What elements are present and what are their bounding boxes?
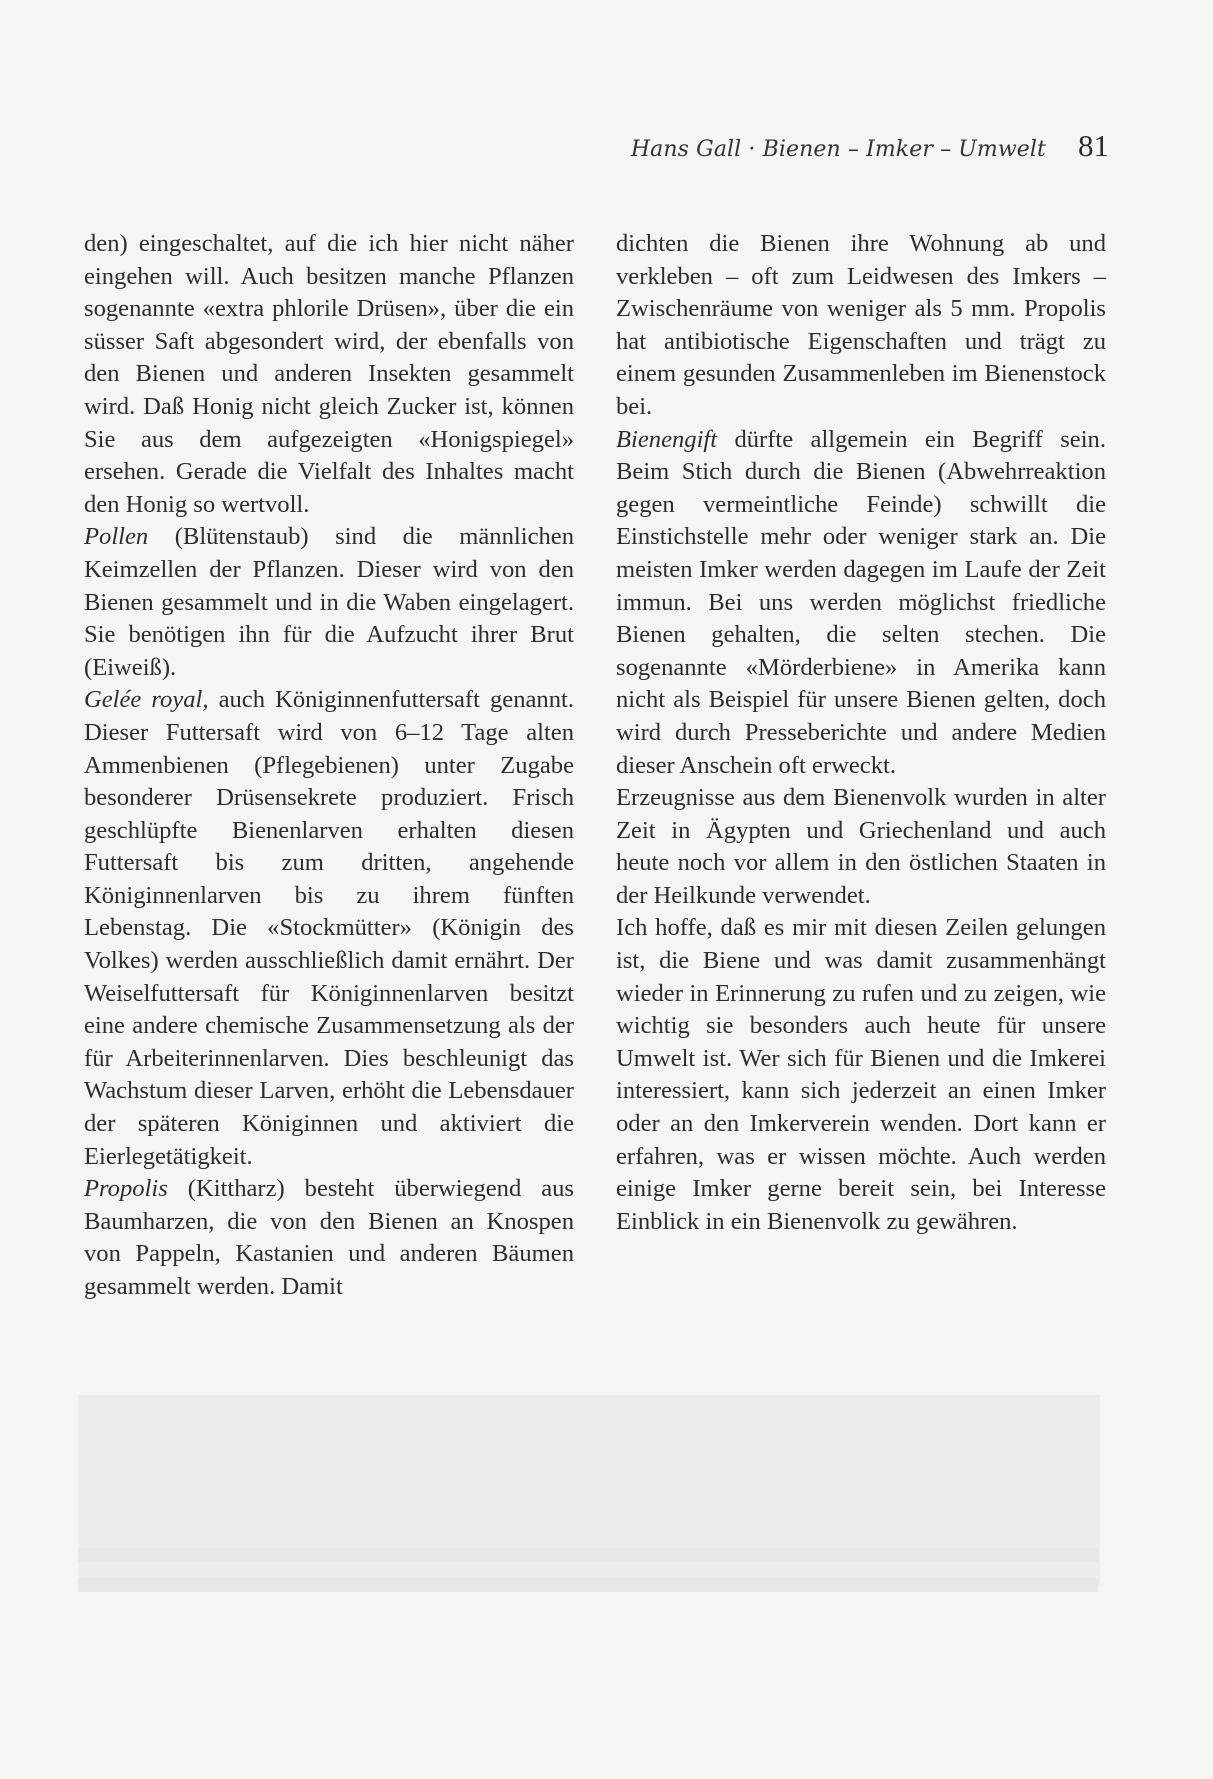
- show-through-line: [78, 1548, 1098, 1562]
- term-pollen: Pollen: [84, 523, 149, 551]
- paragraph: Ich hoffe, daß es mir mit diesen Zeilen gelungen ist, die Biene und was damit zusammenhängt wieder in Erinnerung zu rufen und zu zeigen, wie wichtig sie besonders auch heute für unsere Umwelt ist. Wer sich für Bienen und die Imkerei interessiert, kann sich jederzeit an einen Imker oder an den Imkerverein wenden. Dort kann er erfahren, was er wissen möchte. Auch werden einige Imker gerne bereit sein, bei Interesse Einblick in ein Bienenvolk zu gewähren.: [616, 914, 1106, 1235]
- paragraph: dichten die Bienen ihre Wohnung ab und verkleben – oft zum Leidwesen des Imkers – Zwischenräume von weniger als 5 mm. Propolis hat antibiotische Eigenschaften und trägt zu einem gesunden Zusammenleben im Bienenstock bei.: [616, 230, 1106, 420]
- term-bienengift: Bienengift: [616, 425, 718, 453]
- left-column: [84, 228, 574, 1304]
- running-title: Hans Gall · Bienen – Imker – Umwelt: [630, 137, 1046, 162]
- right-column: [616, 228, 1106, 1238]
- term-propolis: Propolis: [84, 1175, 168, 1203]
- show-through-line: [78, 1578, 1098, 1592]
- paragraph-propolis: Propolis (Kittharz) besteht überwiegend aus Baumharzen, die von den Bienen an Knospen von Pappeln, Kastanien und anderen Bäumen gesammelt werden. Damit: [84, 1175, 574, 1300]
- paragraph: den) eingeschaltet, auf die ich hier nicht näher eingehen will. Auch besitzen manche Pflanzen sogenannte «extra phlorile Drüsen», über die ein süsser Saft abgesondert wird, der ebenfalls von den Bienen und anderen Insekten gesammelt wird. Daß Honig nicht gleich Zucker ist, können Sie aus dem aufgezeigten «Honigspiegel» ersehen. Gerade die Vielfalt des Inhaltes macht den Honig so wertvoll.: [84, 230, 574, 518]
- paragraph: Erzeugnisse aus dem Bienenvolk wurden in alter Zeit in Ägypten und Griechenland und auch heute noch vor allem in den östlichen Staaten in der Heilkunde verwendet.: [616, 784, 1106, 909]
- running-header: [631, 128, 1109, 164]
- paragraph-gelee-royal: Gelée royal, auch Königinnenfuttersaft genannt. Dieser Futtersaft wird von 6–12 Tage alten Ammenbienen (Pflegebienen) unter Zugabe besonderer Drüsensekrete produziert. Frisch geschlüpfte Bienenlarven erhalten diesen Futtersaft bis zum dritten, angehende Königinnenlarven bis zu ihrem fünften Lebenstag. Die «Stockmütter» (Königin des Volkes) werden ausschließlich damit ernährt. Der Weiselfuttersaft für Königinnenlarven besitzt eine andere chemische Zusammensetzung als der für Arbeiterinnenlarven. Dies beschleunigt das Wachstum dieser Larven, erhöht die Lebensdauer der späteren Königinnen und aktiviert die Eierlegetätigkeit.: [84, 686, 575, 1170]
- term-gelee-royal: Gelée royal,: [84, 686, 209, 714]
- page-number: 81: [1078, 128, 1109, 163]
- paragraph-bienengift: Bienengift dürfte allgemein ein Begriff sein. Beim Stich durch die Bienen (Abwehrreaktion gegen vermeintliche Feinde) schwillt die Einstichstelle mehr oder weniger stark an. Die meisten Imker werden dagegen im Laufe der Zeit immun. Bei uns werden möglichst friedliche Bienen gehalten, die selten stechen. Die sogenannte «Mörderbiene» in Amerika kann nicht als Beispiel für unsere Bienen gelten, doch wird durch Presseberichte und andere Medien dieser Anschein oft erweckt.: [616, 425, 1106, 779]
- paragraph-pollen: Pollen (Blütenstaub) sind die männlichen Keimzellen der Pflanzen. Dieser wird von den Bienen gesammelt und in die Waben eingelagert. Sie benötigen ihn für die Aufzucht ihrer Brut (Eiweiß).: [84, 523, 574, 681]
